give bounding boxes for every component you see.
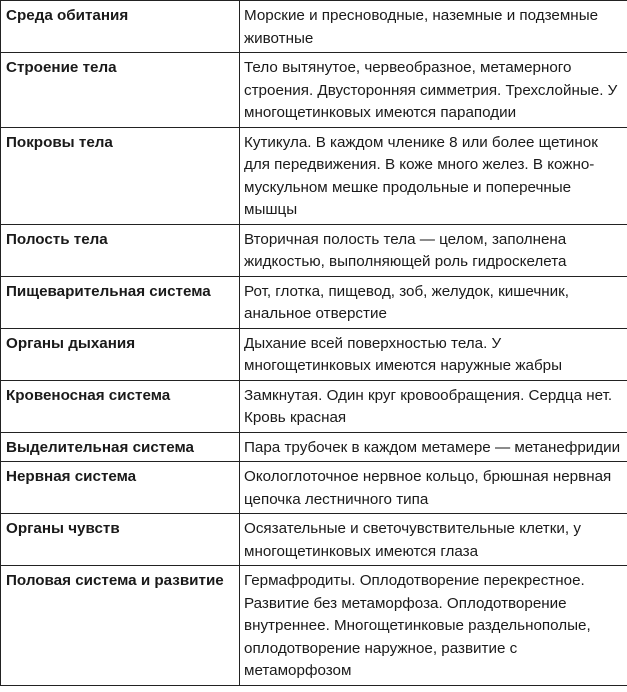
row-description-cell: Окологлоточное нервное кольцо, брюшная нервная цепочка лестничного типа — [240, 462, 627, 514]
table-row — [1, 380, 627, 432]
row-description-cell: Дыхание всей поверхностью тела. У многощетинковых имеются наружные жабры — [240, 328, 627, 380]
row-term-cell: Органы чувств — [1, 514, 240, 566]
row-description-cell: Замкнутая. Один круг кровообращения. Сердца нет. Кровь красная — [240, 380, 627, 432]
table-row — [1, 1, 627, 53]
table-row — [1, 53, 627, 128]
row-term-cell: Полость тела — [1, 224, 240, 276]
row-term-cell: Половая система и развитие — [1, 566, 240, 686]
row-term-cell: Строение тела — [1, 53, 240, 128]
row-term-cell: Выделительная система — [1, 432, 240, 462]
row-description-cell: Пара трубочек в каждом метамере — метанефридии — [240, 432, 627, 462]
row-description-cell: Гермафродиты. Оплодотворение перекрестное. Развитие без метаморфоза. Оплодотворение внутреннее. Многощетинковые раздельнополые, оплодотворение наружное, развитие с метаморфозом — [240, 566, 627, 686]
row-term-cell: Кровеносная система — [1, 380, 240, 432]
table-row — [1, 224, 627, 276]
row-term-cell: Среда обитания — [1, 1, 240, 53]
row-description-cell: Рот, глотка, пищевод, зоб, желудок, кишечник, анальное отверстие — [240, 276, 627, 328]
table-row — [1, 432, 627, 462]
row-description-cell: Кутикула. В каждом членике 8 или более щетинок для передвижения. В коже много желез. В кожно-мускульном мешке продольные и поперечные мышцы — [240, 127, 627, 224]
row-description-cell: Осязательные и светочувствительные клетки, у многощетинковых имеются глаза — [240, 514, 627, 566]
row-term-cell: Нервная система — [1, 462, 240, 514]
row-description-cell: Вторичная полость тела — целом, заполнена жидкостью, выполняющей роль гидроскелета — [240, 224, 627, 276]
table-row — [1, 328, 627, 380]
row-term-cell: Органы дыхания — [1, 328, 240, 380]
table-row — [1, 276, 627, 328]
table-row — [1, 566, 627, 686]
row-term-cell: Покровы тела — [1, 127, 240, 224]
row-description-cell: Морские и пресноводные, наземные и подземные животные — [240, 1, 627, 53]
row-term-cell: Пищеварительная система — [1, 276, 240, 328]
table-row — [1, 127, 627, 224]
row-description-cell: Тело вытянутое, червеобразное, метамерного строения. Двусторонняя симметрия. Трехслойные. У многощетинковых имеются параподии — [240, 53, 627, 128]
table-row — [1, 462, 627, 514]
table-row — [1, 514, 627, 566]
